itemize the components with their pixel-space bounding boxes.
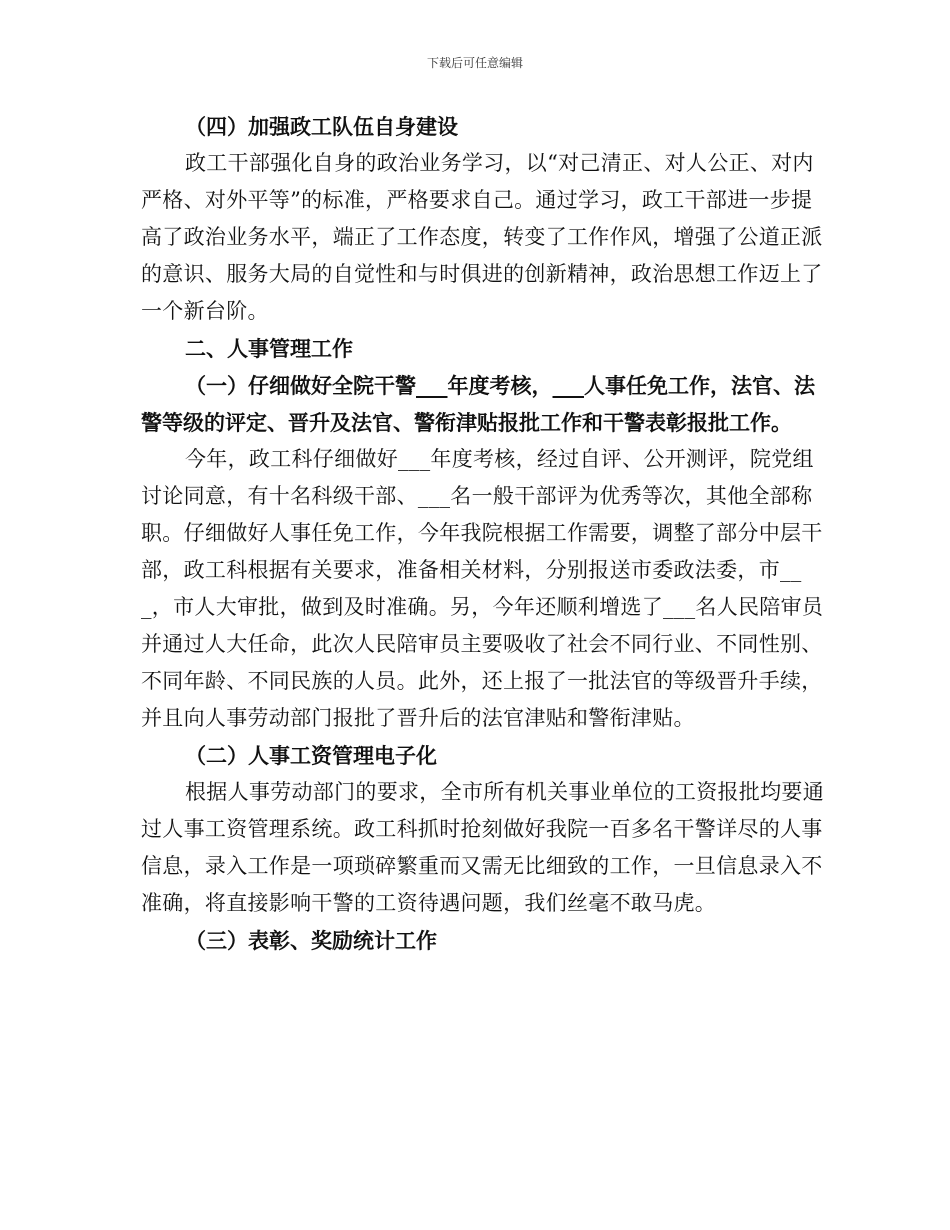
section-heading-commendation-statistics: （三）表彰、奖励统计工作 — [185, 928, 437, 953]
section-heading-personnel-management: 二、人事管理工作 — [185, 336, 353, 361]
paragraph-political-study: 政工干部强化自身的政治业务学习，以“对己清正、对人公正、对内严格、对外平等”的标准，严格要求自己。通过学习，政工干部进一步提高了政治业务水平，端正了工作态度，转变了工作作风，增强了公道正派的意识、服务大局的自觉性和与时俱进的创新精神，政治思想工作迈上了一个新台阶。 — [141, 151, 823, 323]
paragraph-assessment-details: 今年，政工科仔细做好___年度考核，经过自评、公开测评，院党组讨论同意，有十名科级干部、___名一般干部评为优秀等次，其他全部称职。仔细做好人事任免工作，今年我院根据工作需要，调整了部分中层干部，政工科根据有关要求，准备相关材料，分别报送市委政法委，市___，市人大审批，做到及时准确。另，今年还顺利增选了___名人民陪审员并通过人大任命，此次人民陪审员主要吸收了社会不同行业、不同性别、不同年龄、不同民族的人员。此外，还上报了一批法官的等级晋升手续，并且向人事劳动部门报批了晋升后的法官津贴和警衔津贴。 — [141, 447, 824, 730]
section-heading-strengthen-team: （四）加强政工队伍自身建设 — [185, 114, 458, 139]
page-header-note: 下载后可任意编辑 — [426, 56, 523, 70]
section-heading-annual-assessment: （一）仔细做好全院干警___年度考核，___人事任免工作，法官、法警等级的评定、晋升及法官、警衔津贴报批工作和干警表彰报批工作。 — [141, 373, 815, 435]
document-body — [141, 108, 831, 959]
section-heading-salary-digitization: （二）人事工资管理电子化 — [185, 743, 437, 768]
paragraph-salary-system: 根据人事劳动部门的要求，全市所有机关事业单位的工资报批均要通过人事工资管理系统。政工科抓时抢刻做好我院一百多名干警详尽的人事信息，录入工作是一项琐碎繁重而又需无比细致的工作，一旦信息录入不准确，将直接影响干警的工资待遇问题，我们丝毫不敢马虎。 — [141, 780, 824, 915]
